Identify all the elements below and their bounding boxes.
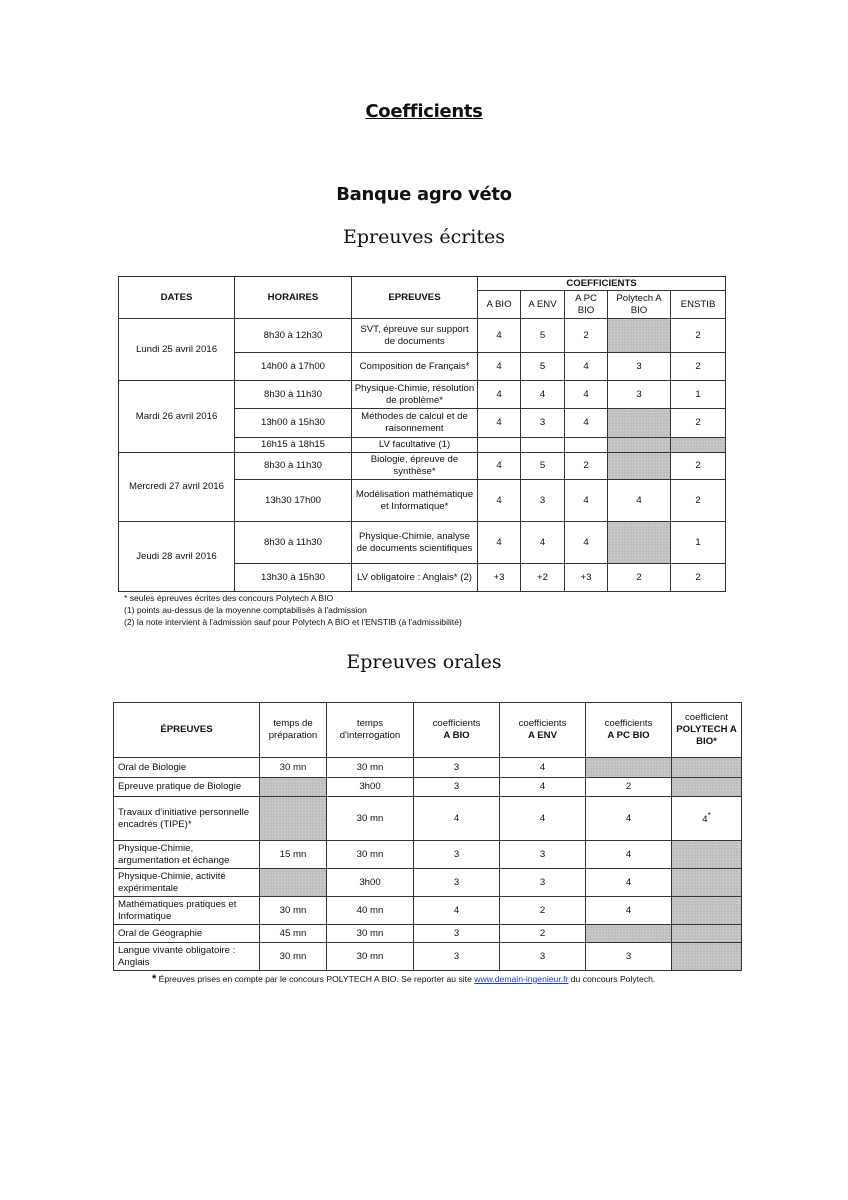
table-row (114, 943, 742, 971)
header-epreuves: EPREUVES (352, 277, 478, 319)
exam-cell: Modélisation mathématique et Informatique* (352, 480, 478, 522)
table-row (119, 522, 726, 564)
coef-polytech: 4 (608, 480, 671, 522)
coef-abio: 4 (478, 353, 521, 381)
time-cell: 13h30 à 15h30 (235, 564, 352, 592)
coef-abio: 4 (478, 480, 521, 522)
header-coef-apc: coefficients A PC BIO (586, 703, 672, 758)
exam-cell: Langue vivante obligatoire : Anglais (114, 943, 260, 971)
date-cell: Mardi 26 avril 2016 (119, 381, 235, 453)
coef-aenv: 4 (500, 778, 586, 797)
table-row (114, 869, 742, 897)
coef-apc-na (586, 758, 672, 778)
coef-apcbio: 4 (565, 409, 608, 438)
coef-aenv: 3 (521, 409, 565, 438)
header-epreuves: ÉPREUVES (114, 703, 260, 758)
coef-aenv: 4 (521, 522, 565, 564)
header-coef-poly: coefficient POLYTECH A BIO* (672, 703, 742, 758)
header-dates: DATES (119, 277, 235, 319)
oral-heading: Epreuves orales (346, 651, 502, 673)
coef-abio: 3 (414, 758, 500, 778)
coef-apc: 4 (586, 841, 672, 869)
coef-apcbio: 4 (565, 480, 608, 522)
header-horaires: HORAIRES (235, 277, 352, 319)
prep-na (260, 869, 327, 897)
coef-abio: 4 (478, 319, 521, 353)
coef-poly-na (672, 869, 742, 897)
table-row (114, 758, 742, 778)
coef-abio: 4 (478, 453, 521, 480)
coef-abio: 3 (414, 841, 500, 869)
prep-na (260, 797, 327, 841)
coef-poly-na (672, 943, 742, 971)
interro-cell: 3h00 (327, 869, 414, 897)
oral-footnote (152, 973, 655, 985)
prep-na (260, 778, 327, 797)
time-cell: 8h30 à 11h30 (235, 453, 352, 480)
header-abio: A BIO (478, 291, 521, 319)
coef-abio: 3 (414, 943, 500, 971)
exam-cell: Méthodes de calcul et de raisonnement (352, 409, 478, 438)
prep-cell: 30 mn (260, 897, 327, 925)
prep-cell: 30 mn (260, 758, 327, 778)
table-row (119, 319, 726, 353)
coef-polytech: 2 (608, 564, 671, 592)
coef-enstib: 2 (671, 564, 726, 592)
interro-cell: 40 mn (327, 897, 414, 925)
table-row (119, 453, 726, 480)
coef-aenv: 3 (500, 841, 586, 869)
coef-poly-na (672, 778, 742, 797)
page-subtitle: Banque agro véto (336, 184, 512, 205)
time-cell: 8h30 à 11h30 (235, 381, 352, 409)
header-interro: temps d'interrogation (327, 703, 414, 758)
coef-aenv: 2 (500, 925, 586, 943)
coef-enstib-na (671, 438, 726, 453)
exam-cell: Mathématiques pratiques et Informatique (114, 897, 260, 925)
exam-cell: LV facultative (1) (352, 438, 478, 453)
coef-polytech-na (608, 453, 671, 480)
table-row (114, 797, 742, 841)
coef-apc: 4 (586, 869, 672, 897)
interro-cell: 30 mn (327, 925, 414, 943)
coef-aenv: 5 (521, 453, 565, 480)
interro-cell: 30 mn (327, 758, 414, 778)
coef-polytech-na (608, 522, 671, 564)
note-star: * seules épreuves écrites des concours Polytech A BIO (124, 593, 334, 603)
date-cell: Mercredi 27 avril 2016 (119, 453, 235, 522)
prep-cell: 45 mn (260, 925, 327, 943)
time-cell: 8h30 à 12h30 (235, 319, 352, 353)
written-heading: Epreuves écrites (342, 226, 506, 248)
coef-abio: 3 (414, 778, 500, 797)
coef-aenv: 2 (500, 897, 586, 925)
time-cell: 13h00 à 15h30 (235, 409, 352, 438)
header-prep: temps de préparation (260, 703, 327, 758)
time-cell: 14h00 à 17h00 (235, 353, 352, 381)
coef-aenv: 5 (521, 353, 565, 381)
prep-cell: 15 mn (260, 841, 327, 869)
time-cell: 13h30 17h00 (235, 480, 352, 522)
footnote-text-end: du concours Polytech. (568, 974, 656, 984)
coef-aenv: 4 (500, 797, 586, 841)
coef-aenv: 3 (521, 480, 565, 522)
coef-enstib: 1 (671, 522, 726, 564)
exam-cell: Physique-Chimie, activité expérimentale (114, 869, 260, 897)
coef-aenv (521, 438, 565, 453)
coef-apc: 3 (586, 943, 672, 971)
coef-polytech: 3 (608, 381, 671, 409)
coef-aenv: 3 (500, 943, 586, 971)
exam-cell: Epreuve pratique de Biologie (114, 778, 260, 797)
coef-poly-na (672, 897, 742, 925)
coef-polytech-na (608, 409, 671, 438)
exam-cell: Physique-Chimie, argumentation et échange (114, 841, 260, 869)
time-cell: 8h30 à 11h30 (235, 522, 352, 564)
page-title: Coefficients (365, 101, 483, 122)
table-row (114, 778, 742, 797)
coef-abio: 3 (414, 869, 500, 897)
coef-aenv: 5 (521, 319, 565, 353)
interro-cell: 30 mn (327, 841, 414, 869)
coef-apcbio: +3 (565, 564, 608, 592)
table-row (114, 897, 742, 925)
date-cell: Jeudi 28 avril 2016 (119, 522, 235, 592)
coef-apcbio: 2 (565, 453, 608, 480)
coef-apc: 4 (586, 897, 672, 925)
interro-cell: 30 mn (327, 943, 414, 971)
coef-aenv: 4 (500, 758, 586, 778)
date-cell: Lundi 25 avril 2016 (119, 319, 235, 381)
footnote-star: * (152, 973, 157, 985)
coef-aenv: +2 (521, 564, 565, 592)
exam-cell: Oral de Biologie (114, 758, 260, 778)
prep-cell: 30 mn (260, 943, 327, 971)
coef-apc-na (586, 925, 672, 943)
coef-enstib: 1 (671, 381, 726, 409)
coef-apc: 4 (586, 797, 672, 841)
coef-enstib: 2 (671, 409, 726, 438)
coef-abio: 4 (414, 897, 500, 925)
header-polytech: Polytech A BIO (608, 291, 671, 319)
exam-cell: Travaux d'initiative personnelle encadrés (TIPE)* (114, 797, 260, 841)
coef-abio: 4 (478, 409, 521, 438)
coef-abio: 4 (478, 522, 521, 564)
header-coef-abio: coefficients A BIO (414, 703, 500, 758)
oral-exams-table (113, 702, 742, 971)
coef-abio (478, 438, 521, 453)
coef-apc: 2 (586, 778, 672, 797)
table-row (119, 381, 726, 409)
time-cell: 16h15 à 18h15 (235, 438, 352, 453)
note-2: (2) la note intervient à l'admission sauf pour Polytech A BIO et l'ENSTIB (à l'admissibilité) (124, 617, 462, 627)
written-notes (124, 592, 462, 628)
exam-cell: Biologie, épreuve de synthèse* (352, 453, 478, 480)
coef-enstib: 2 (671, 453, 726, 480)
coef-enstib: 2 (671, 353, 726, 381)
coef-poly-na (672, 758, 742, 778)
coef-aenv: 3 (500, 869, 586, 897)
interro-cell: 30 mn (327, 797, 414, 841)
footnote-text: Épreuves prises en compte par le concours POLYTECH A BIO. Se reporter au site (156, 974, 475, 984)
note-1: (1) points au-dessus de la moyenne comptabilisés à l'admission (124, 605, 367, 615)
coef-poly: 4* (672, 797, 742, 841)
coef-poly-na (672, 925, 742, 943)
header-enstib: ENSTIB (671, 291, 726, 319)
coef-apcbio: 2 (565, 319, 608, 353)
coef-abio: 4 (478, 381, 521, 409)
coef-polytech-na (608, 438, 671, 453)
header-coef-aenv: coefficients A ENV (500, 703, 586, 758)
coef-apcbio: 4 (565, 522, 608, 564)
coef-abio: 4 (414, 797, 500, 841)
header-coefficients: COEFFICIENTS (478, 277, 726, 291)
exam-cell: Physique-Chimie, analyse de documents scientifiques (352, 522, 478, 564)
coef-abio: 3 (414, 925, 500, 943)
coef-polytech-na (608, 319, 671, 353)
coef-apcbio: 4 (565, 381, 608, 409)
exam-cell: Physique-Chimie, résolution de problème* (352, 381, 478, 409)
header-apcbio: A PC BIO (565, 291, 608, 319)
table-row (114, 841, 742, 869)
table-row (114, 925, 742, 943)
coef-poly-na (672, 841, 742, 869)
header-aenv: A ENV (521, 291, 565, 319)
coef-abio: +3 (478, 564, 521, 592)
coef-polytech: 3 (608, 353, 671, 381)
coef-apcbio: 4 (565, 353, 608, 381)
interro-cell: 3h00 (327, 778, 414, 797)
exam-cell: SVT, épreuve sur support de documents (352, 319, 478, 353)
exam-cell: Composition de Français* (352, 353, 478, 381)
exam-cell: LV obligatoire : Anglais* (2) (352, 564, 478, 592)
coef-enstib: 2 (671, 480, 726, 522)
coef-apcbio (565, 438, 608, 453)
coef-aenv: 4 (521, 381, 565, 409)
exam-cell: Oral de Géographie (114, 925, 260, 943)
polytech-link[interactable]: www.demain-ingenieur.fr (474, 974, 569, 984)
written-exams-table (118, 276, 726, 592)
coef-enstib: 2 (671, 319, 726, 353)
